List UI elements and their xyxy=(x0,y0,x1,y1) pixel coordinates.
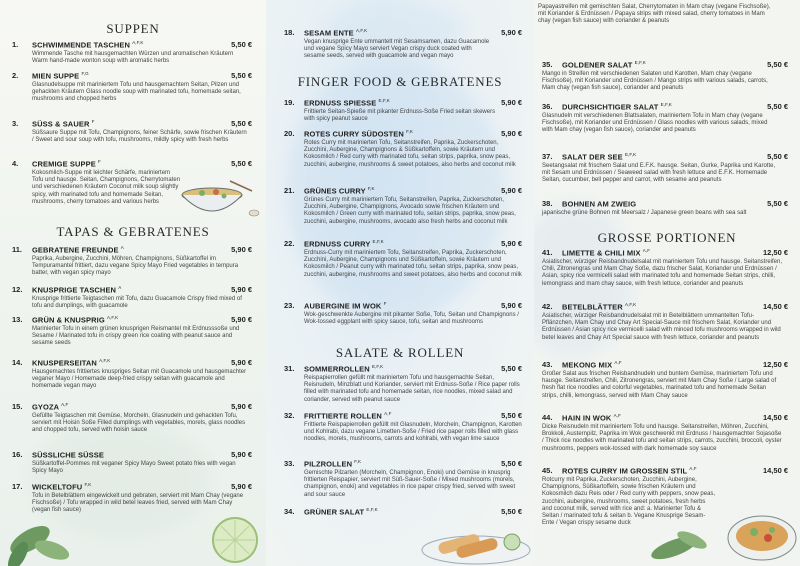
item-price: 5,90 € xyxy=(501,301,522,310)
item-title xyxy=(304,129,413,139)
item-name: ROTES CURRY IM GROSSEN STIL xyxy=(562,466,688,476)
item-number: 2. xyxy=(12,71,19,80)
lime-slice-illustration xyxy=(205,510,265,566)
allergen-tags: A,F,K xyxy=(132,40,144,45)
item-price: 5,50 € xyxy=(767,102,788,111)
item-title xyxy=(32,315,118,325)
allergen-tags: A,F,K xyxy=(99,358,111,363)
item-price: 5,50 € xyxy=(501,411,522,420)
item-price: 5,90 € xyxy=(231,245,252,254)
item-name: PILZROLLEN xyxy=(304,459,353,469)
item-price: 5,90 € xyxy=(501,186,522,195)
item-name: GRÜNER SALAT xyxy=(304,507,365,517)
soup-bowl-illustration xyxy=(178,177,260,225)
item-title xyxy=(304,411,391,421)
allergen-tags: E,F,K xyxy=(624,152,637,157)
item-description: Gefüllte Teigtaschen mit Gemüse, Morcheln, Glasnudeln und gehackten Tofu, serviert mit Hoisin Soße Filled dumplings with vegetables, morels, glass noodles and chopped tofu, served with hoisin sauce xyxy=(32,413,246,434)
item-name: SÜSS & SAUER xyxy=(32,119,90,129)
item-description: Dicke Reisnudeln mit mariniertem Tofu und hausge. Seitanstreifen, Möhren, Zucchini, Brokkoli, Austernpilz, Paprika im Wok geschwenkt mit Erdnuss / hausgemachter Sojasoße / Thick rice noodles with marinated tofu and seitan strips, carrots, zucchini, broccoli, oyster mushrooms, peppers wok-tossed with dark homemade soy sauce xyxy=(542,424,782,452)
item-number: 38. xyxy=(542,199,553,208)
item-description: Glasnudelsuppe mit mariniertem Tofu und hausgemachtem Seitan, Pilzen und gehackten Kräutern Glass noodle soup with marinated tofu, homemade seitan, mushrooms and chopped herbs xyxy=(32,82,241,103)
item-name: SESAM ENTE xyxy=(304,28,354,38)
item-price: 12,50 € xyxy=(762,248,788,257)
item-name: BOHNEN AM ZWEIG xyxy=(562,199,637,209)
item-title xyxy=(304,239,384,249)
item-price: 5,50 € xyxy=(501,507,522,516)
item-name: BETELBLÄTTER xyxy=(562,302,623,312)
item-number: 31. xyxy=(284,364,295,373)
item-name: KNUSPRIGE TASCHEN xyxy=(32,285,117,295)
item-number: 3. xyxy=(12,119,19,128)
item-price: 5,90 € xyxy=(231,482,252,491)
item-title xyxy=(32,285,121,295)
item-description: Süßkartoffel-Pommes mit veganer Spicy Mayo Sweet potato fries with vegan Spicy Mayo xyxy=(32,461,236,475)
item-title xyxy=(304,507,378,517)
item-description: Papayastreifen mit gemischten Salat, Cherrytomaten in Mam chay (vegane Fischsoße), mit Koriander & Erdnüssen / Papaya strips with mixed salad, cherry tomatoes in Mam chay (vegan fish sauce) with coriander & peanuts xyxy=(538,4,771,25)
item-number: 15. xyxy=(12,402,23,411)
allergen-tags: E,F,K xyxy=(634,60,646,65)
item-name: ERDNUSS CURRY xyxy=(304,239,371,249)
item-number: 17. xyxy=(12,482,23,491)
item-description: Rotcurry mit Paprika, Zuckerschoten, Zucchini, Aubergine, Champignons, Süßkartoffeln, sowie frischen Kräutern und Kokosmilch dazu Reis oder / Red curry with peppers, snow peas, zucchini, aubergine, mushrooms, sweet potatoes, fresh herbs and coconut milk, served with rice and: a. Marinierter Tofu & Seitan / marinated tofu & seitan b. Vegane Knusprige Sesam-Ente / Vegan crispy sesame duck xyxy=(542,477,716,527)
item-price: 14,50 € xyxy=(762,413,788,422)
item-price: 5,90 € xyxy=(231,315,252,324)
item-description: Vegan knusprige Ente ummantelt mit Sesamsamen, dazu Guacamole und vegane Spicy Mayo serviert Vegan crispy duck coated with sesame seeds, served with guacamole and vegan mayo xyxy=(304,39,490,60)
item-title xyxy=(32,40,143,50)
item-price: 5,50 € xyxy=(501,364,522,373)
item-price: 5,50 € xyxy=(767,60,788,69)
leaf-illustration xyxy=(644,520,714,566)
item-description: Frittierte Reispapierrollen gefüllt mit Glasnudeln, Morcheln, Champignon, Karotten und Kohlrabi, dazu vegane Limetten-Soße / Fried rice paper rolls filled with glass noodles, morels, mushrooms, carrots and kohlrabi, with vegan lime sauce xyxy=(304,422,522,443)
allergen-tags: A,F xyxy=(61,402,69,407)
menu-panel-middle xyxy=(266,0,534,566)
item-description: Wimmende Tasche mit hausgemachten Würzen und aromatischen Kräutern Warm hand-made wonton soup with aromatic herbs xyxy=(32,51,234,65)
item-title xyxy=(32,71,89,81)
item-price: 5,50 € xyxy=(231,159,252,168)
item-number: 42. xyxy=(542,302,553,311)
item-number: 22. xyxy=(284,239,295,248)
item-name: SOMMERROLLEN xyxy=(304,364,370,374)
item-name: SCHWIMMENDE TASCHEN xyxy=(32,40,131,50)
item-name: SALAT DER SEE xyxy=(562,152,623,162)
item-number: 18. xyxy=(284,28,295,37)
item-description: Asiatischer, würziger Reisbandnudelsalat mit in Betelblättern ummantelten Tofu-Pflänzchen, Mam Chay und Chay Art Special-Sauce mit frischem Salat, Koriander und Erdnüssen / Asian spicy rice vermicelli salad with minced tofu mushrooms wrapped in wild betel leaves and Chay Art Special sauce with fresh lettuce, coriander and peanuts xyxy=(542,313,781,341)
item-price: 5,90 € xyxy=(501,239,522,248)
item-title xyxy=(562,102,672,112)
allergen-tags: A xyxy=(118,285,122,290)
item-number: 16. xyxy=(12,450,23,459)
item-number: 34. xyxy=(284,507,295,516)
item-title xyxy=(562,152,636,162)
item-description: Mango in Streifen mit verschiedenen Salaten und Karotten, Mam chay (vegane Fischsoße), mit Koriander und Erdnüssen / Mango strips with various salads, carrots, Mam chay (vegan fish sauce), coriander and peanuts xyxy=(542,71,768,92)
allergen-tags: A,F xyxy=(689,466,697,471)
item-description: Reispapierrollen gefüllt mit mariniertem Tofu und hausgemachte Seitan, Reisnudeln, Minzblatt und Koriander, serviert mit Erdnuss-Soße / Rice paper rolls filled with marinated tofu and homemade seitan, rice noodles, mixed salad and coriander, served with peanut sauce xyxy=(304,375,520,403)
allergen-tags: A,F,K xyxy=(624,302,637,307)
item-name: GRÜNES CURRY xyxy=(304,186,366,196)
allergen-tags: A,F xyxy=(613,413,621,418)
allergen-tags: A,F,K xyxy=(106,315,119,320)
item-description: Marinierter Tofu in einem grünen knusprigen Reismantel mit Erdnusssoße und Sesame / Marinated tofu in crispy green rice coating with peanut sauce and sesame seeds xyxy=(32,326,240,347)
item-title xyxy=(304,98,390,108)
item-name: SÜSSLICHE SÜSSE xyxy=(32,450,104,460)
item-number: 23. xyxy=(284,301,295,310)
item-title xyxy=(32,402,68,412)
allergen-tags: E,F,K xyxy=(371,364,384,369)
allergen-tags: F xyxy=(91,119,95,124)
item-name: CREMIGE SUPPE xyxy=(32,159,96,169)
item-price: 5,50 € xyxy=(767,152,788,161)
item-number: 4. xyxy=(12,159,19,168)
allergen-tags: F xyxy=(98,159,101,164)
item-description: Asiatischer, würziger Reisbandnudelsalat mit mariniertem Tofu und hausge. Seitanstreifen, Chili, Zitronengras und Mam Chay Soße, dazu frischer Salat, Koriander und Erdnüssen / Asian, spicy rice vermicelli salad with marinated tofu and homemade Seitan strips, chilli, lemongrass and mam chay sauce, with fresh lettuce, coriander and peanuts xyxy=(542,259,783,287)
allergen-tags: E,F,K xyxy=(378,98,390,103)
item-name: ERDNUSS SPIESSE xyxy=(304,98,377,108)
item-number: 32. xyxy=(284,411,295,420)
item-number: 45. xyxy=(542,466,553,475)
item-title xyxy=(304,459,361,469)
item-description: Paprika, Aubergine, Zucchini, Möhren, Champignons, Süßkartoffel im Tempuramantel frittiert, dazu vegane Spicy Mayo Fried vegetables in tempura batter, with vegan spicy mayo xyxy=(32,256,239,277)
item-name: FRITTIERTE ROLLEN xyxy=(304,411,382,421)
item-price: 14,50 € xyxy=(762,302,788,311)
item-price: 5,50 € xyxy=(767,199,788,208)
item-price: 5,90 € xyxy=(231,285,252,294)
item-name: WICKELTOFU xyxy=(32,482,83,492)
item-name: MEKONG MIX xyxy=(562,360,613,370)
allergen-tags: A,F xyxy=(614,360,622,365)
item-price: 14,50 € xyxy=(762,466,788,475)
section-heading-grosse-portionen: GROSSE PORTIONEN xyxy=(597,230,737,245)
item-description: Süßsaure Suppe mit Tofu, Champignons, feiner Schärfe, sowie frischen Kräutern / Sweet and sour soup with tofu, mushrooms, mildly spicy with fresh herbs xyxy=(32,130,247,144)
section-heading-tapas: TAPAS & GEBRATENES xyxy=(56,224,210,239)
item-description: Rotes Curry mit marinierten Tofu, Seitanstreifen, Paprika, Zuckerschoten, Zucchini, Aubergine, Champignons & Süßkartoffeln, sowie Kräutern und Kokosmilch / Red curry with marinated tofu, seitan strips, paprika, snow peas, zucchini, aubergine, mushrooms & sweet potatoes, also herbs and coconut milk xyxy=(304,140,516,168)
item-title xyxy=(562,199,636,209)
item-title xyxy=(562,413,621,423)
item-description: Tofu in Betelblättern eingewickelt und gebraten, serviert mit Mam Chay (vegane Fischsoße) / Tofu wrapped in wild betel leaves fried, served with Mam Chay (vegan fish sauce) xyxy=(32,493,244,514)
section-heading-suppen: SUPPEN xyxy=(106,21,160,36)
item-description: Grünes Curry mit mariniertem Tofu, Seitanstreifen, Paprika, Zuckerschoten, Zucchini, Aubergine, Champignons, Avocado sowie frischen Kräutern und Kokosmilch / Green curry with marinated tofu, seitan strips, paprika, snow peas, zucchini, aubergine, mushrooms, avocado also fresh herbs and coconut milk xyxy=(304,197,516,225)
allergen-tags: F,G xyxy=(81,71,89,76)
item-price: 5,50 € xyxy=(231,119,252,128)
section-heading-salate: SALATE & ROLLEN xyxy=(335,345,465,360)
item-number: 41. xyxy=(542,248,553,257)
item-title xyxy=(32,450,104,460)
item-name: GOLDENER SALAT xyxy=(562,60,633,70)
item-title xyxy=(32,482,91,492)
item-number: 35. xyxy=(542,60,553,69)
item-title xyxy=(304,186,375,196)
allergen-tags: A,F xyxy=(642,248,651,253)
allergen-tags: F,K xyxy=(354,459,362,464)
item-name: GRÜN & KNUSPRIG xyxy=(32,315,105,325)
item-number: 20. xyxy=(284,129,295,138)
section-heading-finger-food: FINGER FOOD & GEBRATENES xyxy=(297,74,503,89)
item-name: GYOZA xyxy=(32,402,59,412)
item-name: KNUSPERSEITAN xyxy=(32,358,97,368)
curry-bowl-illustration xyxy=(720,500,800,566)
item-title xyxy=(304,28,367,38)
allergen-tags: A xyxy=(120,245,124,250)
item-number: 36. xyxy=(542,102,553,111)
menu-panel-left xyxy=(0,0,266,566)
item-number: 44. xyxy=(542,413,553,422)
item-name: DURCHSICHTIGER SALAT xyxy=(562,102,659,112)
item-number: 21. xyxy=(284,186,295,195)
item-number: 19. xyxy=(284,98,295,107)
item-number: 37. xyxy=(542,152,553,161)
item-number: 11. xyxy=(12,245,23,254)
item-description: Erdnuss-Curry mit mariniertem Tofu, Seitanstreifen, Paprika, Zuckerschoten, Zucchini, Aubergine, Champignons und Süßkartoffeln, sowie Kräutern und Kokosmilch / Peanut curry with marinated tofu, seitan strips, paprika, snow peas, zucchini, aubergine, mushrooms and sweet potatoes, also herbs and coconut milk xyxy=(304,250,522,278)
item-title xyxy=(562,60,646,70)
item-description: japanische grüne Bohnen mit Meersalz / Japanese green beans with sea salt xyxy=(542,210,747,216)
item-description: Kokosmilch-Suppe mit leichter Schärfe, mariniertem Tofu und hausge. Seitan, Champignons, Cherrytomaten und verschiedenen Kräutern Coconut milk soup slightly spicy, with marinated tofu and homemade Seitan, mushrooms, cherry tomatoes and various herbs xyxy=(32,170,181,205)
item-name: GEBRATENE FREUNDE xyxy=(32,245,119,255)
item-name: LIMETTE & CHILI MIX xyxy=(562,248,641,258)
item-name: ROTES CURRY SÜDOSTEN xyxy=(304,129,404,139)
menu-panel-right xyxy=(534,0,800,566)
item-description: Wok-geschwenkte Aubergine mit pikanter Soße, Tofu, Seitan und Champignons / Wok-tossed eggplant with spicy sauce, tofu, seitan and mushrooms xyxy=(304,312,519,326)
allergen-tags: F,K xyxy=(367,186,375,191)
item-description: Gemischte Pilzarten (Morcheln, Champignon, Enoki) und Gemüse in knusprig frittierten Reispapier, serviert mit Süß-Sauer-Soße / Mixed mushrooms (morels, champignon, enoki) and vegetables in rice paper crispy fried, served with sweet and sour sauce xyxy=(304,470,516,498)
item-name: AUBERGINE IM WOK xyxy=(304,301,382,311)
allergen-tags: E,F,K xyxy=(660,102,672,107)
allergen-tags: A,F xyxy=(384,411,392,416)
item-title xyxy=(562,248,650,258)
item-name: MIEN SUPPE xyxy=(32,71,80,81)
item-number: 12. xyxy=(12,285,23,294)
allergen-tags: F,K xyxy=(84,482,92,487)
item-number: 14. xyxy=(12,358,23,367)
spring-rolls-illustration xyxy=(416,520,534,566)
item-description: Knusprige frittierte Teigtaschen mit Tofu, dazu Guacamole Crispy fried mixed of tofu and dumplings, with guacamole xyxy=(32,296,242,310)
item-title xyxy=(304,301,386,311)
item-description: Hausgemachtes frittiertes knuspriges Seitan mit Guacamole und hausgemachter veganer Mayo / Homemade deep-fried crispy seitan with guacamole and homemade vegan mayo xyxy=(32,369,247,390)
item-title xyxy=(32,358,110,368)
item-description: Seetangsalat mit frischem Salat und E.F.K. hausge. Seitan, Gurke, Paprika und Karotte, mit Sesam und Erdnüssen / Seaweed salad with fresh lettuce and E.F.K. Homemade Seitan, cucumber, bell pepper and carrot, with sesame and peanuts xyxy=(542,163,776,184)
item-title xyxy=(562,302,636,312)
item-number: 43. xyxy=(542,360,553,369)
allergen-tags: E,F,K xyxy=(372,239,384,244)
item-title xyxy=(562,466,697,476)
item-name: HAIN IN WOK xyxy=(562,413,612,423)
item-price: 5,50 € xyxy=(231,71,252,80)
allergen-tags: A,F,K xyxy=(355,28,368,33)
item-title xyxy=(32,159,101,169)
item-price: 5,50 € xyxy=(501,459,522,468)
item-title xyxy=(32,245,124,255)
item-number: 33. xyxy=(284,459,295,468)
item-price: 5,90 € xyxy=(231,450,252,459)
item-price: 5,90 € xyxy=(501,98,522,107)
item-price: 5,50 € xyxy=(231,40,252,49)
basil-leaves-illustration xyxy=(0,500,80,566)
item-price: 5,90 € xyxy=(501,28,522,37)
item-title xyxy=(562,360,622,370)
item-price: 12,50 € xyxy=(762,360,788,369)
item-title xyxy=(32,119,95,129)
item-description: Frittierte Seitan-Spieße mit pikanter Erdnuss-Soße Fried seitan skewers with spicy peanut sauce xyxy=(304,109,496,123)
allergen-tags: F xyxy=(383,301,387,306)
allergen-tags: F,K xyxy=(406,129,413,134)
item-price: 5,90 € xyxy=(231,358,252,367)
allergen-tags: E,F,K xyxy=(366,507,378,512)
item-number: 1. xyxy=(12,40,19,49)
item-description: Großer Salat aus frischen Reisbandnudeln und buntem Gemüse, mariniertem Tofu und hausge. Seitanstreifen, Chili, Zitronengras, serviert mit Mam Chay Soße / Large salad of fresh flat rice noodles and colorful vegetables, marinated tofu and homemade Seitan strips, chilli, lemongrass, served with Mam Chay sauce xyxy=(542,371,777,399)
item-price: 5,90 € xyxy=(231,402,252,411)
item-title xyxy=(304,364,383,374)
item-number: 13. xyxy=(12,315,23,324)
item-price: 5,90 € xyxy=(501,129,522,138)
item-description: Glasnudeln mit verschiedenen Blattsalaten, mariniertem Tofu in Mam chay (vegane Fischsoße), mit Koriander und Erdnüssen / Glass noodles with various salads, mixed with Mam chay (vegan fish sauce), coriander and peanuts xyxy=(542,113,768,134)
